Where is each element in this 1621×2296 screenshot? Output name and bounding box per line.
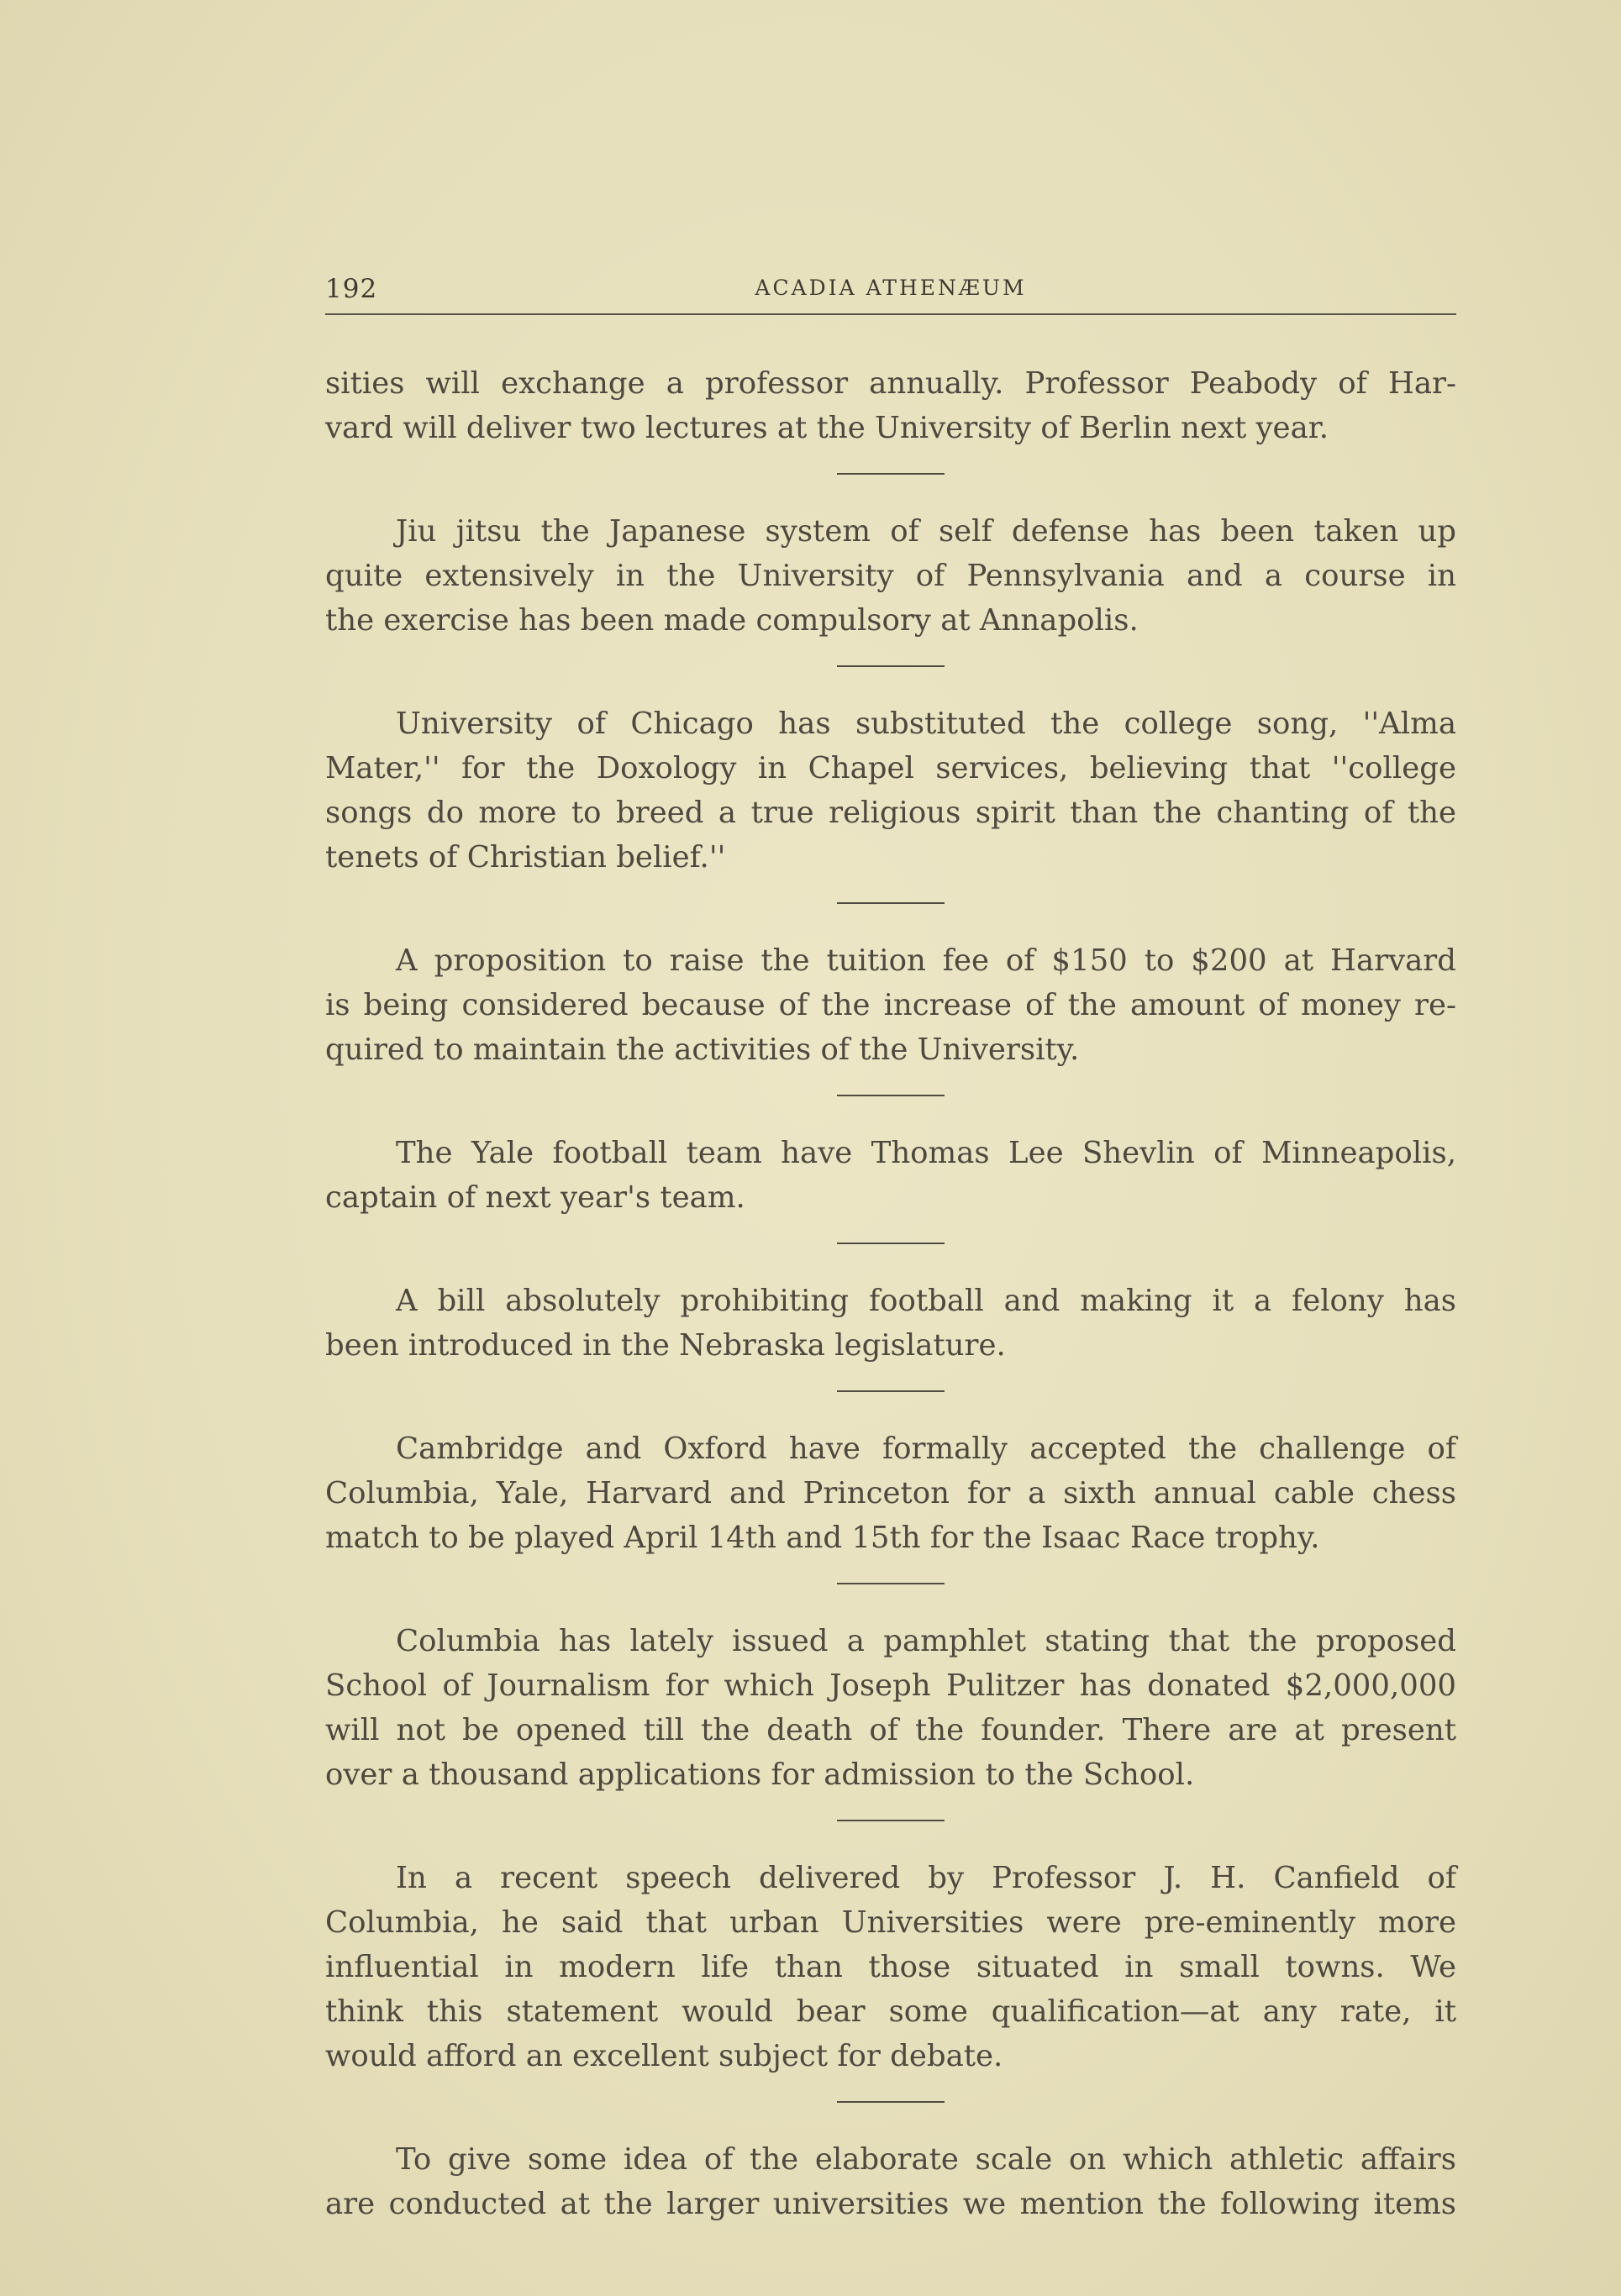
text-line: A proposition to raise the tuition fee of $150 to $200 at Harvard [396,943,1456,978]
paragraph-journalism-school [325,1619,1456,1797]
text-line: is being considered because of the increase of the amount of money re- [325,988,1456,1022]
text-line: Jiu jitsu the Japanese system of self defense has been taken up [396,514,1456,549]
running-title: ACADIA ATHENÆUM [755,276,1027,300]
text-line: are conducted at the larger universities we mention the following items [325,2187,1456,2221]
running-header [325,267,1456,314]
text-line: Columbia, he said that urban Universities were pre-eminently more [325,1905,1456,1940]
text-line: Mater,'' for the Doxology in Chapel services, believing that ''college [325,751,1456,785]
paragraph-athletic-affairs [325,2137,1456,2226]
text-line: A bill absolutely prohibiting football and making it a felony has [396,1284,1456,1318]
paragraph-chess-match [325,1426,1456,1560]
text-line: To give some idea of the elaborate scale on which athletic affairs [396,2142,1456,2177]
section-separator [837,1390,945,1392]
text-line: vard will deliver two lectures at the University of Berlin next year. [325,411,1329,445]
text-line: tenets of Christian belief.'' [325,840,726,875]
text-line: captain of next year's team. [325,1180,745,1215]
text-line: think this statement would bear some qualification—at any rate, it [325,1994,1456,2029]
section-separator [837,665,945,667]
text-line: University of Chicago has substituted the college song, ''Alma [396,707,1456,741]
text-line: Columbia has lately issued a pamphlet stating that the proposed [396,1624,1456,1658]
paragraph-jiu-jitsu [325,509,1456,643]
article-body [325,361,1456,2226]
section-separator [837,1820,945,1821]
paragraph-yale-football [325,1131,1456,1220]
text-line: Cambridge and Oxford have formally accepted the challenge of [396,1432,1456,1466]
text-line: will not be opened till the death of the founder. There are at present [325,1713,1456,1747]
section-separator [837,2101,945,2103]
paragraph-nebraska-bill [325,1279,1456,1368]
paragraph-chicago-song [325,701,1456,880]
text-line: influential in modern life than those situated in small towns. We [325,1950,1456,1984]
paragraph-harvard-tuition [325,938,1456,1072]
paragraph-exchange-professor [325,361,1456,450]
text-line: In a recent speech delivered by Professor J. H. Canfield of [396,1861,1456,1895]
section-separator [837,1583,945,1584]
paragraph-canfield-speech [325,1856,1456,2078]
text-line: The Yale football team have Thomas Lee Shevlin of Minneapolis, [396,1136,1456,1170]
section-separator [837,1243,945,1244]
section-separator [837,902,945,904]
text-line: the exercise has been made compulsory at Annapolis. [325,603,1139,638]
section-separator [837,1095,945,1096]
text-line: quired to maintain the activities of the University. [325,1032,1080,1067]
text-line: School of Journalism for which Joseph Pulitzer has donated $2,000,000 [325,1668,1456,1703]
text-line: Columbia, Yale, Harvard and Princeton for a sixth annual cable chess [325,1476,1456,1511]
document-page [325,267,1456,2221]
text-line: songs do more to breed a true religious spirit than the chanting of the [325,796,1456,830]
text-line: would afford an excellent subject for debate. [325,2039,1003,2073]
text-line: over a thousand applications for admission to the School. [325,1757,1195,1792]
text-line: match to be played April 14th and 15th for the Isaac Race trophy. [325,1521,1320,1555]
text-line: been introduced in the Nebraska legislature. [325,1328,1006,1363]
text-line: quite extensively in the University of Pennsylvania and a course in [325,559,1456,593]
header-rule [325,313,1456,315]
page-number: 192 [325,274,378,304]
text-line: sities will exchange a professor annually. Professor Peabody of Har- [325,366,1456,401]
section-separator [837,473,945,475]
